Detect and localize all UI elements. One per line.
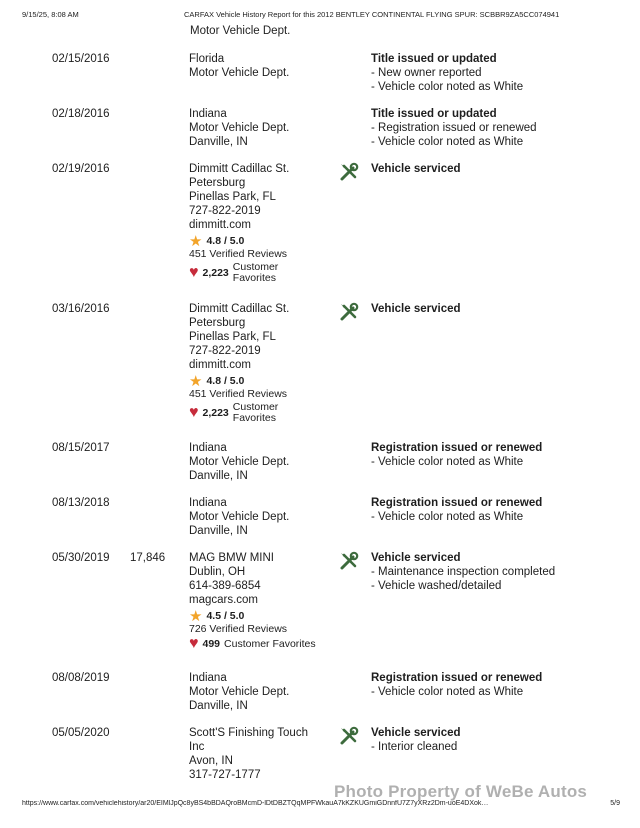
report-title: CARFAX Vehicle History Report for this 2012 BENTLEY CONTINENTAL FLYING SPUR: SCBBR9ZA5CC074941 <box>184 10 560 19</box>
event-detail: - Vehicle color noted as White <box>371 511 524 523</box>
record-comments <box>371 302 621 316</box>
record-date: 03/16/2016 <box>52 303 110 315</box>
wrench-screwdriver-icon <box>339 302 359 322</box>
source-line: Inc <box>189 741 205 753</box>
event-title: Title issued or updated <box>371 108 497 120</box>
source-line: Petersburg <box>189 177 246 189</box>
record-comments <box>371 726 621 754</box>
event-title: Registration issued or renewed <box>371 497 543 509</box>
source-line: Motor Vehicle Dept. <box>189 67 290 79</box>
favorites-count: 2,223 <box>202 266 229 279</box>
favorites-label: Customer Favorites <box>232 261 279 284</box>
source-line: Pinellas Park, FL <box>189 331 276 343</box>
record-comments <box>371 107 621 149</box>
source-line: Florida <box>189 53 225 65</box>
event-detail: - Maintenance inspection completed <box>371 566 556 578</box>
favorites-count: 2,223 <box>202 406 229 419</box>
carryover-source: Motor Vehicle Dept. <box>190 25 291 37</box>
event-detail: - Vehicle color noted as White <box>371 686 524 698</box>
record-date: 08/15/2017 <box>52 442 110 454</box>
verified-reviews: 451 Verified Reviews <box>189 388 288 400</box>
source-line: 727-822-2019 <box>189 345 261 357</box>
source-line: Danville, IN <box>189 470 248 482</box>
favorites-label: Customer Favorites <box>224 637 316 650</box>
record-date: 02/18/2016 <box>52 108 110 120</box>
heart-icon: ♥ <box>189 635 199 652</box>
source-line: Danville, IN <box>189 700 248 712</box>
dealer-website-link[interactable]: dimmitt.com <box>189 219 251 231</box>
source-line: Motor Vehicle Dept. <box>189 686 290 698</box>
rating-score: 4.5 / 5.0 <box>206 610 245 622</box>
event-detail: - Vehicle washed/detailed <box>371 580 502 592</box>
record-date: 02/15/2016 <box>52 53 110 65</box>
verified-reviews: 451 Verified Reviews <box>189 248 288 260</box>
source-line: Motor Vehicle Dept. <box>189 122 290 134</box>
source-line: Dublin, OH <box>189 566 246 578</box>
wrench-screwdriver-icon <box>339 162 359 182</box>
report-url[interactable]: https://www.carfax.com/vehiclehistory/ar20/EIMlJpQc8yBS4bBDAQroBMcmD-lDtDBZTQqMPFWkauA7kKZKUGmiGDnnfU7Z7yXRz2Dm-uoE4DXok… <box>22 800 489 807</box>
event-title: Vehicle serviced <box>371 163 461 175</box>
source-line: Dimmitt Cadillac St. <box>189 163 290 175</box>
record-date: 08/13/2018 <box>52 497 110 509</box>
record-comments <box>371 671 621 699</box>
star-icon: ★ <box>189 373 203 390</box>
source-line: Indiana <box>189 442 227 454</box>
star-icon: ★ <box>189 608 203 625</box>
page-number: 5/9 <box>610 800 620 807</box>
record-comments <box>371 441 621 469</box>
record-source <box>189 726 339 782</box>
source-line: Danville, IN <box>189 525 248 537</box>
heart-icon: ♥ <box>189 264 199 281</box>
record-source <box>189 52 339 80</box>
record-comments <box>371 496 621 524</box>
rating-score: 4.8 / 5.0 <box>206 235 245 247</box>
event-title: Vehicle serviced <box>371 727 461 739</box>
record-odometer: 17,846 <box>130 552 166 564</box>
rating-score: 4.8 / 5.0 <box>206 375 245 387</box>
event-detail: - Vehicle color noted as White <box>371 136 524 148</box>
event-detail: - Vehicle color noted as White <box>371 81 524 93</box>
record-source <box>189 441 339 483</box>
verified-reviews: 726 Verified Reviews <box>189 623 288 635</box>
dealer-rating <box>189 375 339 424</box>
event-detail: - New owner reported <box>371 67 482 79</box>
event-title: Registration issued or renewed <box>371 672 543 684</box>
source-line: Dimmitt Cadillac St. <box>189 303 290 315</box>
source-line: MAG BMW MINI <box>189 552 274 564</box>
record-date: 02/19/2016 <box>52 163 110 175</box>
dealer-rating <box>189 235 339 284</box>
event-detail: - Interior cleaned <box>371 741 458 753</box>
record-source <box>189 107 339 149</box>
source-line: 614-389-6854 <box>189 580 261 592</box>
source-line: Indiana <box>189 672 227 684</box>
record-comments <box>371 162 621 176</box>
star-icon: ★ <box>189 233 203 250</box>
event-title: Registration issued or renewed <box>371 442 543 454</box>
record-comments <box>371 52 621 94</box>
event-title: Title issued or updated <box>371 53 497 65</box>
source-line: Pinellas Park, FL <box>189 191 276 203</box>
record-source <box>189 302 339 424</box>
source-line: Indiana <box>189 497 227 509</box>
source-line: 317-727-1777 <box>189 769 261 781</box>
record-source <box>189 551 339 651</box>
favorites-count: 499 <box>202 637 221 650</box>
print-timestamp: 9/15/25, 8:08 AM <box>22 10 79 19</box>
event-title: Vehicle serviced <box>371 303 461 315</box>
favorites-label: Customer Favorites <box>232 401 279 424</box>
heart-icon: ♥ <box>189 404 199 421</box>
event-title: Vehicle serviced <box>371 552 461 564</box>
source-line: Indiana <box>189 108 227 120</box>
record-source <box>189 162 339 284</box>
source-line: Petersburg <box>189 317 246 329</box>
source-line: Scott'S Finishing Touch <box>189 727 308 739</box>
record-date: 05/30/2019 <box>52 552 110 564</box>
dealer-website-link[interactable]: dimmitt.com <box>189 359 251 371</box>
wrench-screwdriver-icon <box>339 726 359 746</box>
wrench-screwdriver-icon <box>339 551 359 571</box>
record-source <box>189 671 339 713</box>
record-comments <box>371 551 621 593</box>
print-header <box>22 10 600 22</box>
source-line: Motor Vehicle Dept. <box>189 511 290 523</box>
record-date: 05/05/2020 <box>52 727 110 739</box>
dealer-rating <box>189 610 339 651</box>
watermark: Photo Property of WeBe Autos <box>334 782 588 801</box>
event-detail: - Registration issued or renewed <box>371 122 537 134</box>
dealer-website-link[interactable]: magcars.com <box>189 594 259 606</box>
record-date: 08/08/2019 <box>52 672 110 684</box>
source-line: Avon, IN <box>189 755 233 767</box>
record-source <box>189 496 339 538</box>
source-line: 727-822-2019 <box>189 205 261 217</box>
event-detail: - Vehicle color noted as White <box>371 456 524 468</box>
source-line: Motor Vehicle Dept. <box>189 456 290 468</box>
source-line: Danville, IN <box>189 136 248 148</box>
